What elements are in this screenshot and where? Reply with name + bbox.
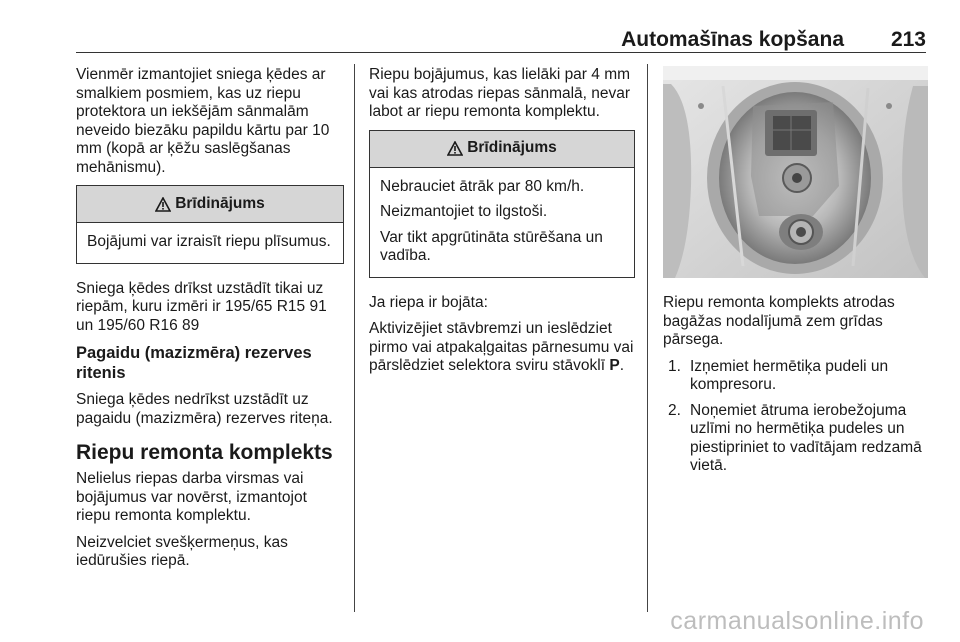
trunk-floor-illustration [663,66,928,278]
list-item [663,358,928,395]
warning-text: Bojājumi var izraisīt riepu plīsumus. [87,233,331,250]
column-divider-2 [647,64,648,612]
step-number: 1. [668,357,681,375]
watermark: carmanualsonline.info [670,607,924,635]
warning-title: Brīdinājums [467,139,557,157]
step-text: Izņemiet hermētiķa pudeli un kompresoru. [690,357,889,393]
repair-kit-heading: Riepu remonta komplekts [76,441,333,464]
warning-line-speed: Nebrauciet ātrāk par 80 km/h. [380,177,585,195]
warning-triangle-icon [155,197,171,212]
section-title: Automašīnas kopšana [621,28,844,51]
snow-chain-paragraph: Vienmēr izmantojiet sniega ķēdes ar smalkiem posmiem, kas uz riepu protektora un iekšējām sānmalām neveido biezāku papildu kārtu par 10 mm (kopā ar ķēžu saslēgšanas mehānismu). [76,66,330,176]
steps-list [663,358,928,476]
page-header [76,26,926,53]
repair-kit-photo [663,66,928,278]
spare-wheel-paragraph: Sniega ķēdes nedrīkst uzstādīt uz pagaidu (mazizmēra) rezerves riteņa. [76,391,333,427]
chain-size-paragraph: Sniega ķēdes drīkst uzstādīt tikai uz riepām, kuru izmēri ir 195/65 R15 91 un 195/60 R16 89 [76,279,327,334]
step-text: Noņemiet ātruma ierobežojuma uzlīmi no hermētiķa pudeles un piestipriniet to vadītājam redzamā vietā. [690,401,922,474]
warning-box [369,130,635,278]
warning-triangle-icon [447,141,463,156]
tyre-damaged-paragraph: Ja riepa ir bojāta: [369,293,488,311]
warning-line-duration: Neizmantojiet to ilgstoši. [380,203,548,220]
warning-header [370,131,634,168]
page-number: 213 [890,28,926,51]
column-divider-1 [354,64,355,612]
column-left [76,66,344,579]
kit-location-paragraph: Riepu remonta komplekts atrodas bagāžas nodalījumā zem grīdas pārsega. [663,294,895,348]
foreign-objects-paragraph: Neizvelciet svešķermeņus, kas iedūrušies riepā. [76,533,288,569]
step-number: 2. [668,401,681,419]
list-item [663,402,928,476]
spare-wheel-heading: Pagaidu (mazizmēra) rezerves ritenis [76,344,312,382]
column-middle [369,66,635,384]
warning-header [77,186,343,223]
gear-position-p: P [609,357,620,374]
damage-size-paragraph: Riepu bojājumus, kas lielāki par 4 mm vai kas atrodas riepas sānmalā, nevar labot ar riepu remonta komplektu. [369,66,631,120]
parking-brake-paragraph: Aktivizējiet stāvbremzi un ieslēdziet pirmo vai atpakaļgaitas pārnesumu vai pārslēdziet selektora sviru stāvoklī P. [369,320,634,374]
repair-kit-paragraph: Nelielus riepas darba virsmas vai bojājumus var novērst, izmantojot riepu remonta komplektu. [76,470,307,524]
column-right [663,66,928,483]
warning-title: Brīdinājums [175,194,265,212]
warning-box [76,185,344,264]
warning-line-steering: Var tikt apgrūtināta stūrēšana un vadība. [380,228,603,264]
